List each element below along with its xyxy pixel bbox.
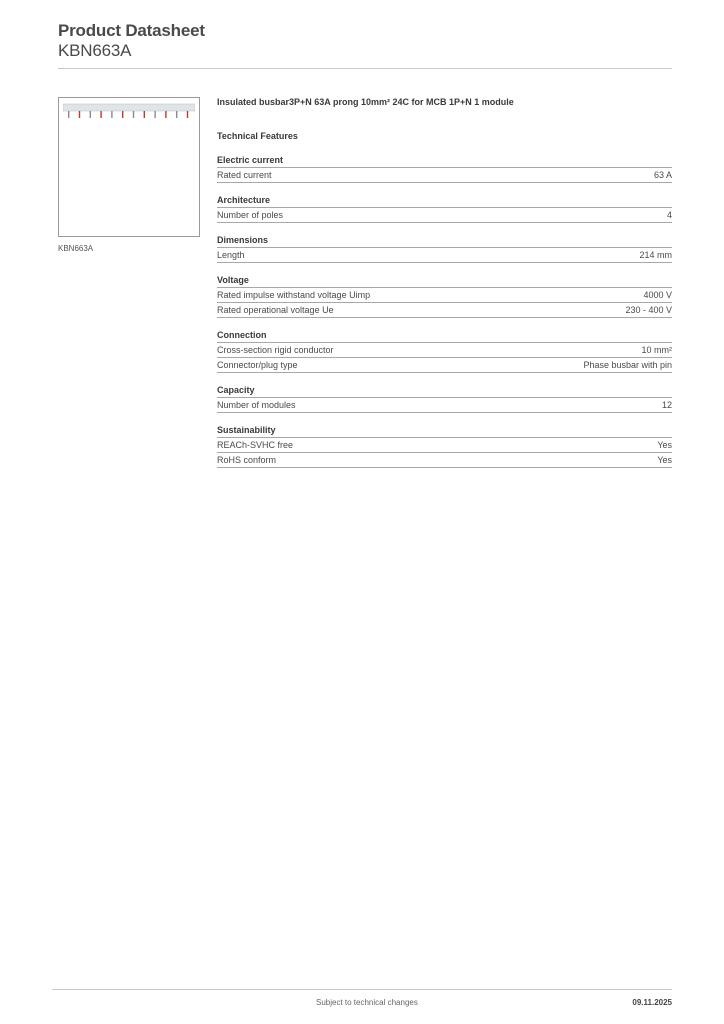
busbar-pin (154, 111, 155, 118)
section-title: Architecture (217, 195, 271, 205)
section-title: Connection (217, 330, 267, 340)
busbar-pin (111, 111, 112, 118)
feature-label: RoHS conform (217, 455, 277, 465)
page-title: Product Datasheet (58, 21, 205, 40)
feature-section (217, 273, 672, 318)
feature-row (217, 397, 672, 413)
technical-features-heading: Technical Features (217, 131, 298, 141)
section-title: Voltage (217, 275, 249, 285)
page-header (58, 21, 205, 61)
feature-label: Rated impulse withstand voltage Uimp (217, 290, 371, 300)
feature-label: REACh-SVHC free (217, 440, 294, 450)
busbar-pin (133, 111, 134, 118)
feature-row (217, 207, 672, 223)
product-image (58, 97, 200, 237)
section-title: Electric current (217, 155, 284, 165)
image-caption: KBN663A (58, 244, 94, 253)
feature-row (217, 452, 672, 468)
footer-divider (52, 989, 672, 990)
busbar-illustration (63, 102, 195, 120)
feature-label: Connector/plug type (217, 360, 298, 370)
section-title: Dimensions (217, 235, 269, 245)
feature-section (217, 383, 672, 413)
busbar-pin (122, 111, 123, 118)
feature-section (217, 233, 672, 263)
busbar-pin (165, 111, 166, 118)
section-title: Capacity (217, 385, 255, 395)
feature-label: Rated current (217, 170, 272, 180)
feature-row (217, 357, 672, 373)
section-title: Sustainability (217, 425, 276, 435)
feature-label: Number of poles (217, 210, 284, 220)
header-divider (58, 68, 672, 69)
feature-section (217, 153, 672, 183)
feature-value: 230 - 400 V (625, 305, 672, 315)
feature-label: Cross-section rigid conductor (217, 345, 334, 355)
busbar-pin (79, 111, 80, 118)
feature-section (217, 423, 672, 468)
feature-value: 214 mm (639, 250, 672, 260)
busbar-pin (176, 111, 177, 118)
feature-section (217, 193, 672, 223)
feature-label: Rated operational voltage Ue (217, 305, 334, 315)
product-description: Insulated busbar3P+N 63A prong 10mm² 24C for MCB 1P+N 1 module (217, 97, 514, 107)
feature-value: 63 A (653, 170, 672, 180)
feature-value: 12 (661, 400, 672, 410)
footer-date: 09.11.2025 (632, 998, 672, 1007)
feature-label: Length (217, 250, 245, 260)
busbar-pin (68, 111, 69, 118)
feature-row (217, 437, 672, 452)
feature-row (217, 287, 672, 302)
feature-row (217, 247, 672, 263)
feature-row (217, 302, 672, 318)
datasheet-content (217, 95, 672, 468)
busbar-pin (144, 111, 145, 118)
feature-sections (217, 153, 672, 468)
feature-value: Yes (657, 440, 672, 450)
feature-value: 10 mm² (641, 345, 672, 355)
busbar-pin (187, 111, 188, 118)
busbar-pin (100, 111, 101, 118)
feature-value: Yes (657, 455, 672, 465)
feature-value: 4000 V (643, 290, 672, 300)
busbar-pin (90, 111, 91, 118)
feature-label: Number of modules (217, 400, 296, 410)
feature-row (217, 167, 672, 183)
product-code: KBN663A (58, 41, 132, 60)
feature-value: Phase busbar with pin (583, 360, 672, 370)
feature-value: 4 (666, 210, 672, 220)
feature-row (217, 342, 672, 357)
feature-section (217, 328, 672, 373)
footer-note: Subject to technical changes (316, 998, 418, 1007)
